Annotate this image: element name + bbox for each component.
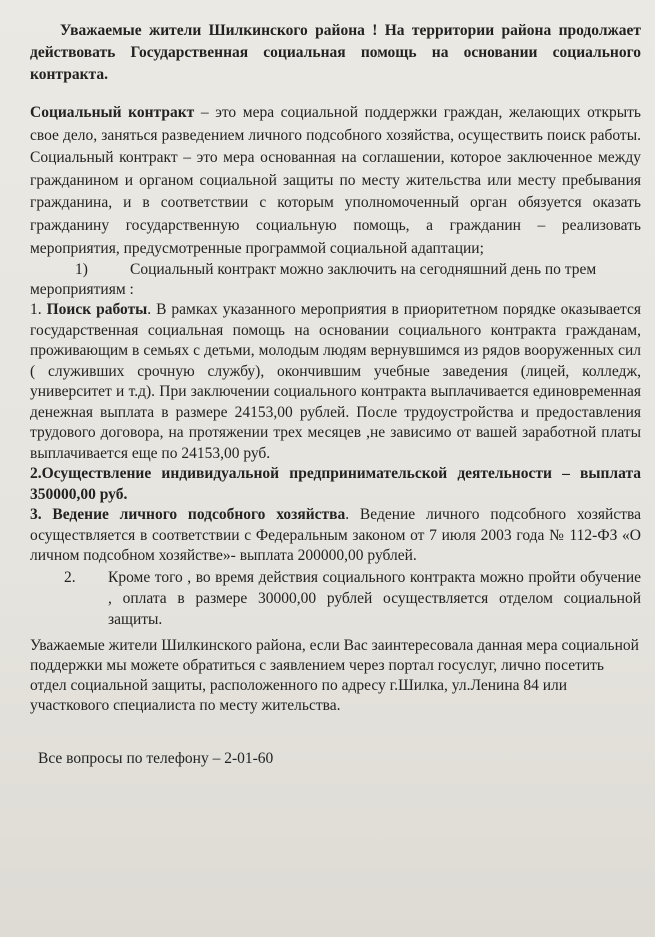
phone-line: Все вопросы по телефону – 2-01-60 xyxy=(38,749,274,767)
definition-text: – это мера социальной поддержки граждан, желающих открыть свое дело, заняться разведением личного подсобного хозяйства, осуществить поиск работы. Социальный контракт – это мера основанная на соглашении, которое заключенное между гражданином и органом социальной защиты по месту жительства или месту пребывания гражданина, и в соответствии с которым уполномоченный орган обязуется оказать гражданину государственную социальную помощь, а гражданин – реализовать мероприятия, предусмотренные программой социальной адаптации; xyxy=(30,104,641,257)
measure-2-number: 2. xyxy=(30,465,42,483)
measure-1-number: 1. xyxy=(30,301,42,319)
measure-1 xyxy=(30,300,641,464)
point-1-number: 1) xyxy=(75,261,88,279)
point-1 xyxy=(30,260,641,300)
intro-heading: Уважаемые жители Шилкинского района ! На территории района продолжает действовать Государственная социальная помощь на основании социального контракта. xyxy=(30,22,641,83)
point-1-text: Социальный контракт можно заключить на сегодняшний день по трем мероприятиям : xyxy=(30,261,597,299)
measure-2-title: Осуществление индивидуальной предпринимательской деятельности – выплата 350000,00 руб. xyxy=(30,465,641,503)
point-2-text: Кроме того , во время действия социального контракта можно пройти обучение , оплата в размере 30000,00 рублей осуществляется отделом социальной защиты. xyxy=(108,568,641,628)
measure-3 xyxy=(30,505,641,567)
measure-3-number: 3. xyxy=(30,506,42,524)
measure-1-title: Поиск работы xyxy=(46,301,148,319)
closing-paragraph: Уважаемые жители Шилкинского района, если Вас заинтересовала данная мера социальной поддержки мы можете обратиться с заявлением через портал госуслуг, лично посетить отдел социальной защиты, расположенного по адресу г.Шилка, ул.Ленина 84 или участкового специалиста по месту жительства. xyxy=(30,636,639,714)
definition-paragraph xyxy=(30,102,641,260)
measure-3-text: . Ведение личного подсобного хозяйства осуществляется в соответствии с Федеральным законом от 7 июля 2003 года № 112-ФЗ «О личном подсобном хозяйстве»- выплата 200000,00 рублей. xyxy=(30,506,641,565)
point-2 xyxy=(30,567,641,630)
definition-term: Социальный контракт xyxy=(30,104,195,121)
measure-2 xyxy=(30,464,641,505)
point-2-number: 2. xyxy=(64,568,76,586)
measure-3-title: Ведение личного подсобного хозяйства xyxy=(52,506,346,524)
measure-1-text: . В рамках указанного мероприятия в приоритетном порядке оказывается государственная социальная помощь на основании социального контракта гражданам, проживающим в семьях с детьми, молодым людям вернувшимся из рядов вооруженных сил ( служивших срочную службу), окончившим учебные заведения (лицей, колледж, университет и т.д). При заключении социального контракта выплачивается единовременная денежная выплата в размере 24153,00 рублей. После трудоустройства и предоставления трудового договора, на протяжении трех месяцев ,не зависимо от вашей заработной платы выплачивается еще по 24153,00 руб. xyxy=(30,301,641,462)
